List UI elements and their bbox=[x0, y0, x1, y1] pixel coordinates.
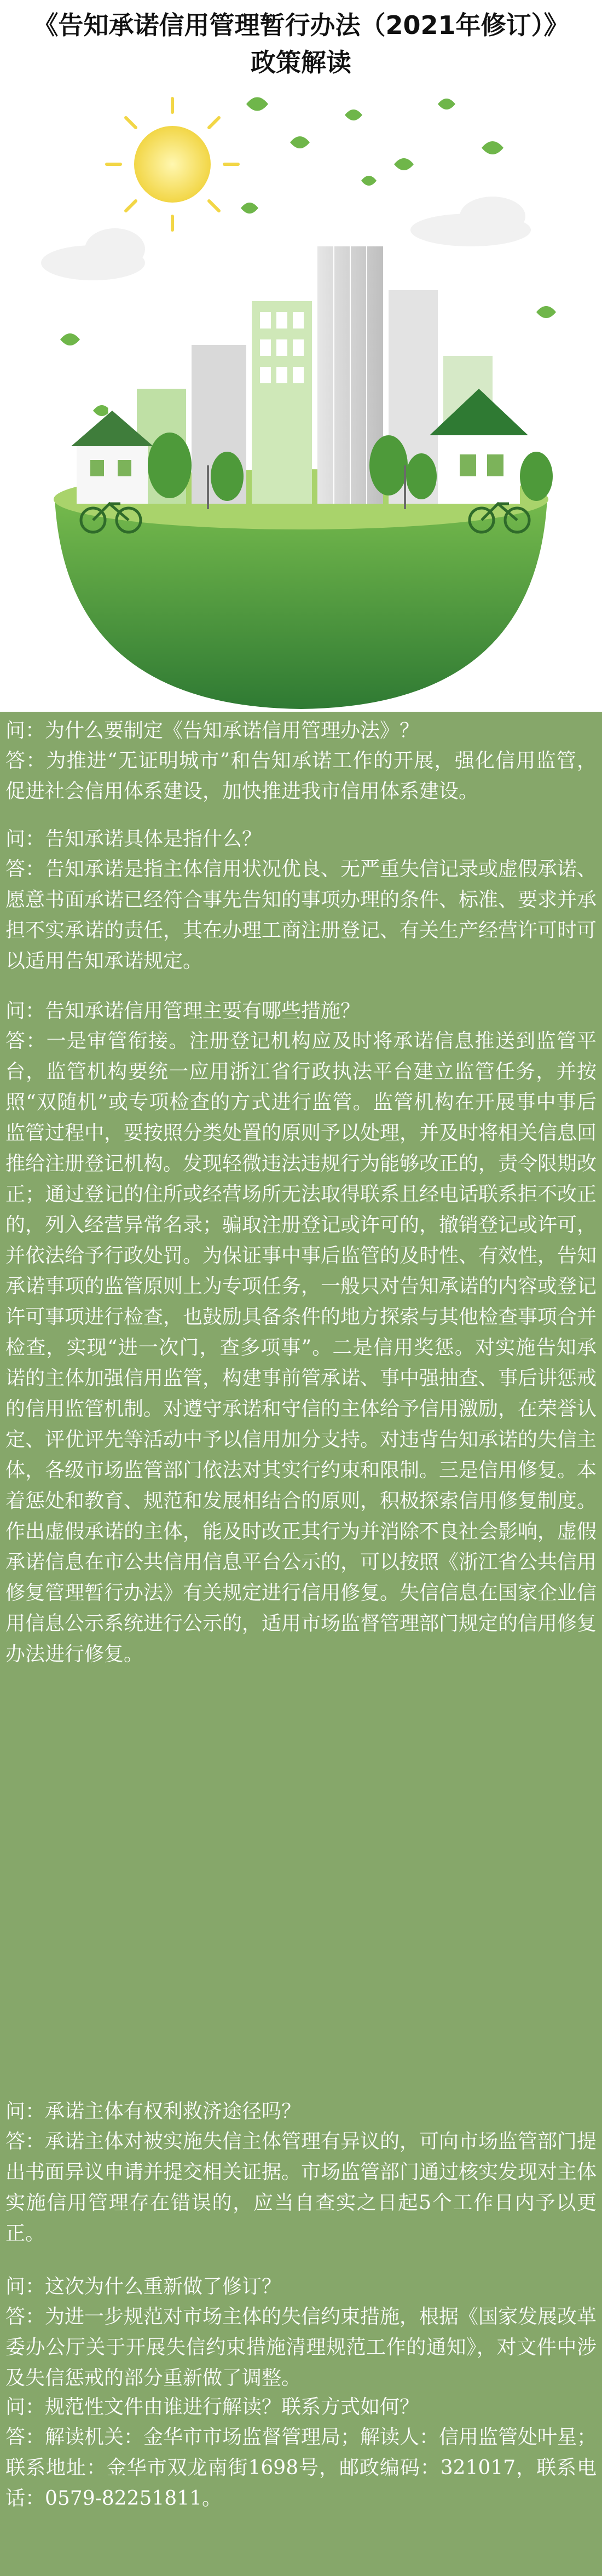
answer: 答：告知承诺是指主体信用状况优良、无严重失信记录或虚假承诺、愿意书面承诺已经符合事先告知的事项办理的条件、标准、要求并承担不实承诺的责任，其在办理工商注册登记、有关生产经营许可时可以适用告知承诺规定。 bbox=[5, 858, 597, 972]
sun-icon bbox=[107, 99, 238, 230]
qa-item-4 bbox=[0, 2097, 602, 2249]
qa-item-1 bbox=[0, 716, 602, 807]
answer: 答：为进一步规范对市场主体的失信约束措施，根据《国家发展改革委办公厅关于开展失信约束措施清理规范工作的通知》，对文件中涉及失信惩戒的部分重新做了调整。 bbox=[5, 2306, 597, 2389]
cloud-icon bbox=[41, 197, 531, 280]
qa-item-2 bbox=[0, 825, 602, 977]
question: 问：承诺主体有权利救济途径吗？ bbox=[5, 2100, 302, 2123]
question: 问：规范性文件由谁进行解读？联系方式如何？ bbox=[5, 2396, 420, 2418]
qa-section bbox=[0, 712, 602, 2576]
qa-item-5 bbox=[0, 2272, 602, 2394]
answer: 答：为推进“无证明城市”和告知承诺工作的开展，强化信用监管，促进社会信用体系建设，加快推进我市信用体系建设。 bbox=[5, 750, 597, 803]
qa-item-6 bbox=[0, 2393, 602, 2514]
question: 问：告知承诺具体是指什么？ bbox=[5, 828, 262, 850]
answer: 答：一是审管衔接。注册登记机构应及时将承诺信息推送到监管平台，监管机构要统一应用浙江省行政执法平台建立监管任务，并按照“双随机”或专项检查的方式进行监管。监管机构在开展事中事后监管过程中，要按照分类处置的原则予以处理，并及时将相关信息回推给注册登记机构。发现轻微违法违规行为能够改正的，责令限期改正；通过登记的住所或经营场所无法取得联系且经电话联系拒不改正的，列入经营异常名录；骗取注册登记或许可的，撤销登记或许可，并依法给予行政处罚。为保证事中事后监管的及时性、有效性，告知承诺事项的监管原则上为专项任务，一般只对告知承诺的内容或登记许可事项进行检查，也鼓励具备条件的地方探索与其他检查事项合并检查，实现“进一次门，查多项事”。二是信用奖惩。对实施告知承诺的主体加强信用监管，构建事前管承诺、事中强抽查、事后讲惩戒的信用监管机制。对遵守承诺和守信的主体给予信用激励，在荣誉认定、评优评先等活动中予以信用加分支持。对违背告知承诺的失信主体，各级市场监管部门依法对其实行约束和限制。三是信用修复。本着惩处和教育、规范和发展相结合的原则，积极探索信用修复制度。作出虚假承诺的主体，能及时改正其行为并消除不良社会影响，虚假承诺信息在市公共信用信息平台公示的，可以按照《浙江省公共信用修复管理暂行办法》有关规定进行信用修复。失信信息在国家企业信用信息公示系统进行公示的，适用市场监督管理部门规定的信用修复办法进行修复。 bbox=[5, 1030, 597, 1666]
green-city-globe-illustration bbox=[11, 82, 591, 712]
question: 问：为什么要制定《告知承诺信用管理办法》？ bbox=[5, 719, 420, 742]
answer: 答：承诺主体对被实施失信主体管理有异议的，可向市场监管部门提出书面异议申请并提交相关证据。市场监管部门通过核实发现对主体实施信用管理存在错误的，应当自查实之日起5个工作日内予以更正。 bbox=[5, 2130, 597, 2245]
question: 问：这次为什么重新做了修订？ bbox=[5, 2275, 282, 2298]
page-title: 《告知承诺信用管理暂行办法（2021年修订）》 bbox=[33, 10, 569, 40]
page-subtitle: 政策解读 bbox=[251, 48, 351, 77]
answer: 答：解读机关：金华市市场监督管理局；解读人：信用监管处叶星；联系地址：金华市双龙南街1698号，邮政编码：321017，联系电话：0579-82251811。 bbox=[5, 2426, 597, 2510]
qa-item-3 bbox=[0, 996, 602, 1670]
question: 问：告知承诺信用管理主要有哪些措施？ bbox=[5, 1000, 361, 1022]
